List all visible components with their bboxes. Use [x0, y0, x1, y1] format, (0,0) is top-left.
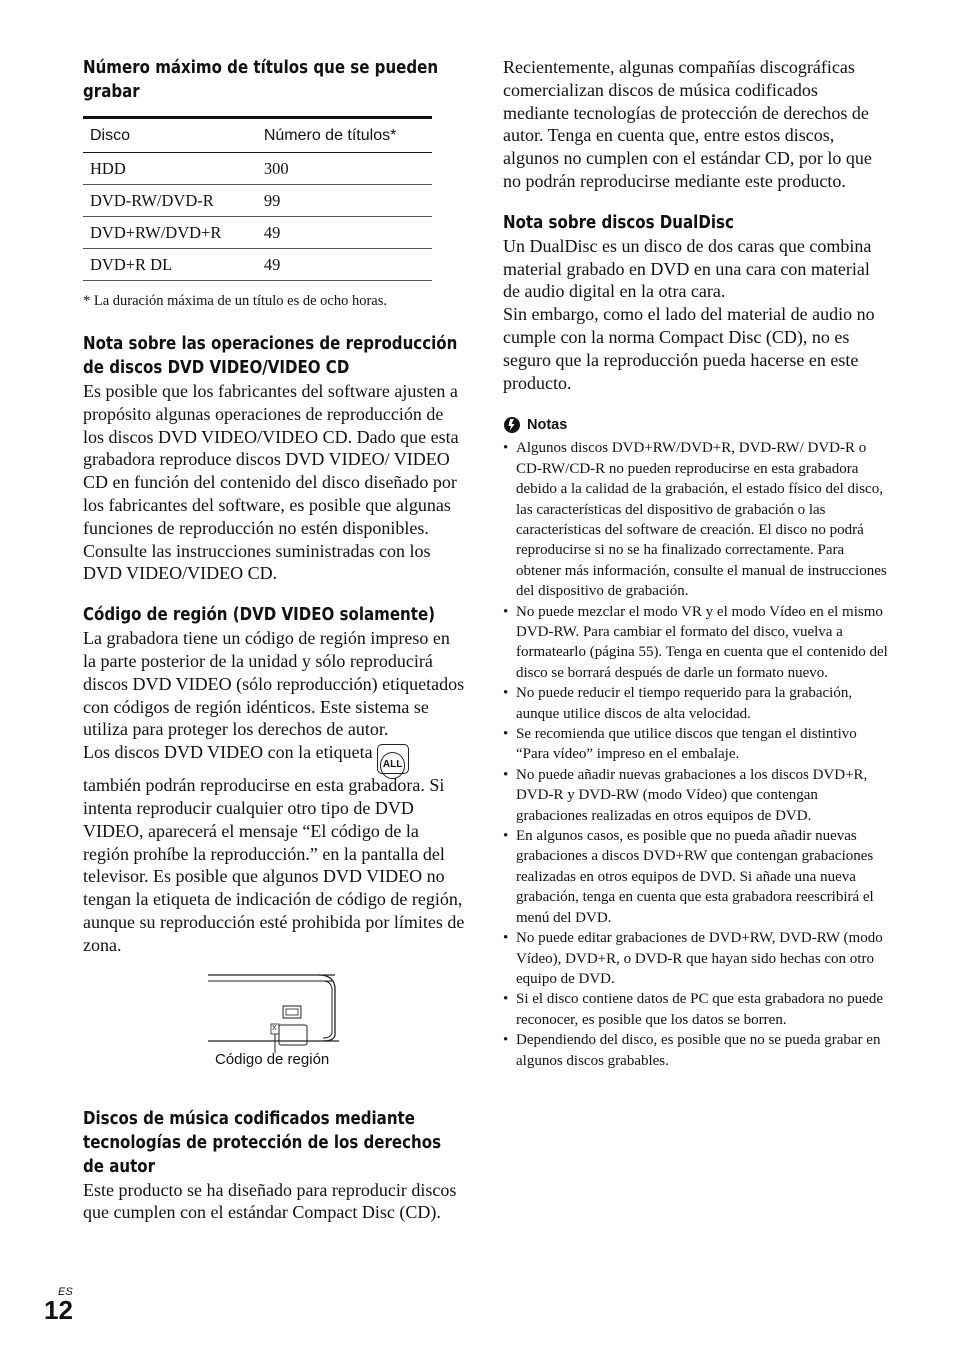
list-item: • No puede mezclar el modo VR y el modo Vídeo en el mismo DVD-RW. Para cambiar el formato del disco, vuelva a formatearlo (página 55). Tenga en cuenta que el contenido del disco se borrará después de darle un formato nuevo.: [503, 602, 888, 684]
table-cell: HDD: [83, 153, 257, 185]
all-region-badge-label: ALL: [380, 752, 405, 779]
page-number: [44, 1286, 73, 1324]
all-region-badge-icon: [377, 744, 409, 774]
region-code-text-2: [83, 741, 466, 956]
recorder-back-panel-icon: [83, 973, 466, 1053]
notes-list: [503, 438, 888, 1071]
dualdisc-text: Un DualDisc es un disco de dos caras que combina material grabado en DVD en una cara con material de audio digital en la otra cara.: [503, 235, 872, 302]
table-cell: DVD-RW/DVD-R: [83, 185, 257, 217]
section-title-playback-operations: Nota sobre las operaciones de reproducción de discos DVD VIDEO/VIDEO CD: [83, 334, 458, 378]
right-column: [503, 56, 888, 1071]
dualdisc-text-2: Sin embargo, como el lado del material de audio no cumple con la norma Compact Disc (CD), no es seguro que la reproducción pueda hacerse en este producto.: [503, 304, 875, 393]
region-code-figure: [83, 973, 466, 1083]
playback-operations-text: Es posible que los fabricantes del software ajusten a propósito algunas operaciones de reproducción de los discos DVD VIDEO/VIDEO CD. Dado que esta grabadora reproduce discos DVD VIDEO/ VIDEO CD en función del contenido del disco diseñado por los fabricantes del software, es posible que algunas funciones de reproducción no estén disponibles. Consulte las instrucciones suministradas con los DVD VIDEO/VIDEO CD.: [83, 381, 459, 584]
table-header: Disco: [83, 118, 257, 153]
region-mark: X: [272, 1024, 277, 1032]
caution-icon: [503, 416, 521, 434]
table-row: [83, 217, 432, 249]
left-column: [83, 56, 466, 1224]
table-header-row: [83, 118, 432, 153]
list-item: • No puede añadir nuevas grabaciones a los discos DVD+R, DVD-R y DVD-RW (modo Vídeo) que contengan grabaciones realizadas en otros equipos de DVD.: [503, 765, 888, 826]
list-item: • No puede editar grabaciones de DVD+RW, DVD-RW (modo Vídeo), DVD+R, o DVD-R que hayan sido hechas con otro equipo de DVD.: [503, 928, 888, 989]
language-code: ES: [58, 1286, 73, 1298]
table-row: [83, 249, 432, 281]
section-title-copy-protected-music: Discos de música codificados mediante tecnologías de protección de los derechos de autor: [83, 1108, 442, 1177]
table-cell: 49: [257, 249, 432, 281]
section-title-max-titles: Número máximo de títulos que se pueden grabar: [83, 58, 439, 102]
figure-caption: Código de región: [215, 1050, 330, 1068]
copy-protection-intro-text: Recientemente, algunas compañías discográficas comercializan discos de música codificados mediante tecnologías de protección de derechos de autor. Tenga en cuenta que, entre estos discos, algunos no cumplen con el estándar CD, por lo que no podrán reproducirse mediante este producto.: [503, 57, 872, 191]
copy-protected-music-text: Este producto se ha diseñado para reproducir discos que cumplen con el estándar Compact Disc (CD).: [83, 1179, 457, 1223]
table-cell: 300: [257, 153, 432, 185]
region-label-text-before: Los discos DVD VIDEO con la etiqueta: [83, 742, 373, 763]
table-cell: 49: [257, 217, 432, 249]
region-label-text-after: también podrán reproducirse en esta grabadora. Si intenta reproducir cualquier otro tipo de DVD VIDEO, aparecerá el mensaje “El código de la región prohíbe la reproducción.” en la pantalla del televisor. Es posible que algunos DVD VIDEO no tengan la etiqueta de indicación de código de región, aunque su reproducción esté prohibida por límites de zona.: [83, 775, 465, 955]
section-title-region-code: Código de región (DVD VIDEO solamente): [83, 605, 436, 626]
table-row: [83, 185, 432, 217]
section-title-dualdisc: Nota sobre discos DualDisc: [503, 212, 734, 233]
titles-table: [83, 116, 432, 281]
list-item: • Se recomienda que utilice discos que tengan el distintivo “Para vídeo” impreso en el embalaje.: [503, 724, 888, 765]
table-header: Número de títulos*: [257, 118, 432, 153]
region-code-text: La grabadora tiene un código de región impreso en la parte posterior de la unidad y sólo reproducirá discos DVD VIDEO (sólo reproducción) etiquetados con códigos de región idénticos. Este sistema se utiliza para proteger los derechos de autor.: [83, 628, 465, 740]
table-cell: 99: [257, 185, 432, 217]
table-cell: DVD+RW/DVD+R: [83, 217, 257, 249]
table-cell: DVD+R DL: [83, 249, 257, 281]
list-item: • Dependiendo del disco, es posible que no se pueda grabar en algunos discos grabables.: [503, 1030, 888, 1071]
list-item: • Si el disco contiene datos de PC que esta grabadora no puede reconocer, es posible que los datos se borren.: [503, 989, 888, 1030]
list-item: • No puede reducir el tiempo requerido para la grabación, aunque utilice discos de alta velocidad.: [503, 683, 888, 724]
notes-title: Notas: [527, 417, 568, 434]
table-footnote: * La duración máxima de un título es de ocho horas.: [83, 293, 388, 309]
table-row: [83, 153, 432, 185]
notes-header: [503, 416, 888, 434]
list-item: • Algunos discos DVD+RW/DVD+R, DVD-RW/ DVD-R o CD-RW/CD-R no pueden reproducirse en esta grabadora debido a la calidad de la grabación, el estado físico del disco, las características del dispositivo de grabación o las características del software de creación. El disco no podrá reproducirse si no se ha finalizado correctamente. Para obtener más información, consulte el manual de instrucciones del dispositivo de grabación.: [503, 438, 888, 601]
list-item: • En algunos casos, es posible que no pueda añadir nuevas grabaciones a discos DVD+RW que contengan grabaciones realizadas en otros equipos de DVD. Si añade una nueva grabación, tenga en cuenta que esta grabadora reescribirá el menú del DVD.: [503, 826, 888, 928]
page-number-value: 12: [44, 1295, 73, 1325]
